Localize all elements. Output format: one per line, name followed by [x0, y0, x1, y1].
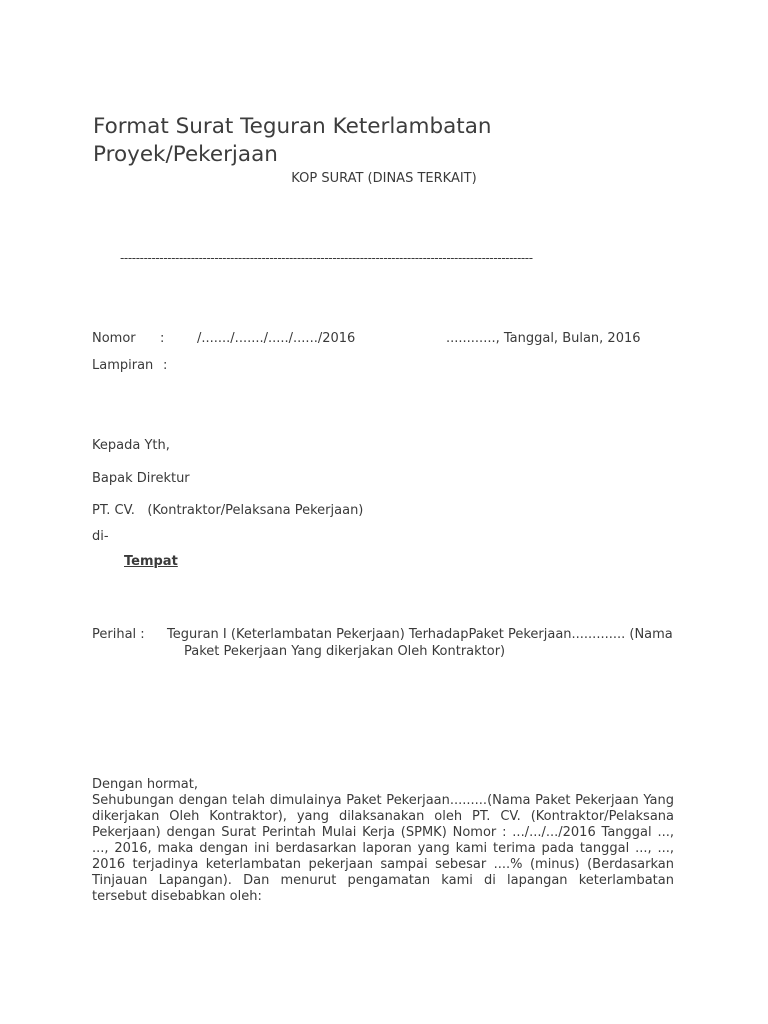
nomor-label: Nomor	[92, 331, 136, 346]
body-paragraph: Sehubungan dengan telah dimulainya Paket Pekerjaan.........(Nama Paket Pekerjaan Yang dikerjakan Oleh Kontraktor), yang dilaksanakan oleh PT. CV. (Kontraktor/Pelaksana Pekerjaan) dengan Surat Perintah Mulai Kerja (SPMK) Nomor : .../.../.../2016 Tanggal ..., ..., 2016, maka dengan ini berdasarkan laporan yang kami terima pada tanggal ..., ..., 2016 terjadinya keterlambatan pekerjaan sampai sebesar ....% (minus) (Berdasarkan Tinjauan Lapangan). Dan menurut pengamatan kami di lapangan keterlambatan tersebut disebabkan oleh:	[92, 793, 674, 904]
letterhead-placeholder: KOP SURAT (DINAS TERKAIT)	[291, 171, 477, 186]
letter-date: ............, Tanggal, Bulan, 2016	[446, 331, 641, 346]
recipient-title: Bapak Direktur	[92, 471, 190, 486]
perihal-label: Perihal :	[92, 627, 145, 642]
nomor-value: /......./......./...../....../2016	[197, 331, 356, 346]
nomor-colon: :	[160, 331, 165, 346]
recipient-company: PT. CV. (Kontraktor/Pelaksana Pekerjaan)	[92, 503, 364, 518]
perihal-line-2: Paket Pekerjaan Yang dikerjakan Oleh Kontraktor)	[184, 644, 506, 659]
perihal-line-1: Teguran I (Keterlambatan Pekerjaan) TerhadapPaket Pekerjaan............. (Nama	[167, 627, 673, 642]
lampiran-colon: :	[163, 358, 168, 373]
recipient-di: di-	[92, 529, 109, 544]
separator-line: ---------------------------------------------------------------------------------------------------------	[120, 251, 533, 265]
recipient-place: Tempat	[124, 554, 178, 569]
lampiran-label: Lampiran	[92, 358, 154, 373]
greeting: Dengan hormat,	[92, 777, 199, 792]
document-title: Format Surat Teguran Keterlambatan Proyek/Pekerjaan	[93, 114, 492, 167]
recipient-kepada: Kepada Yth,	[92, 438, 170, 453]
